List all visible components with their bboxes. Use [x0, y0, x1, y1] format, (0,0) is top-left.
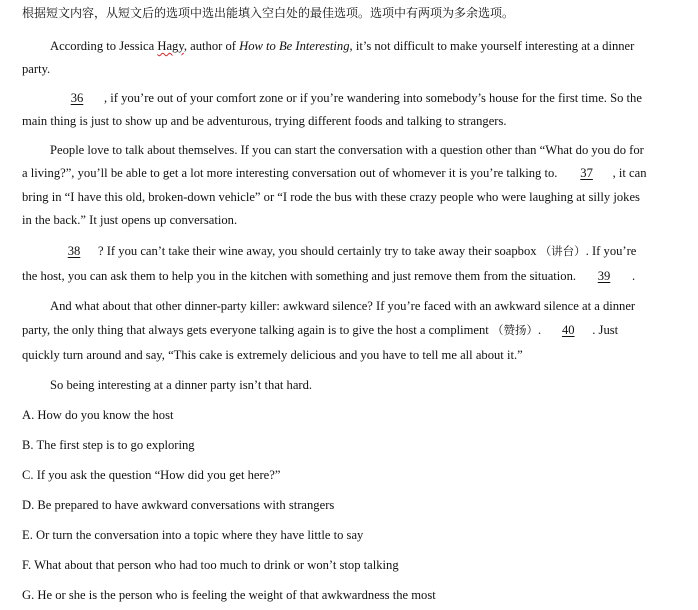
p4-text-d: .	[632, 269, 636, 283]
p4-text-c: the host, you can ask them to help you in the kitchen with something and just remove them from the situation.	[22, 269, 577, 283]
p4-cjk-gloss: （讲台）	[539, 244, 586, 258]
p1-text-c: , it’s not difficult to make yourself interesting at a dinner	[349, 39, 635, 53]
p5-text-d: . Just	[592, 323, 619, 337]
p4-text-b: . If you’re	[585, 244, 637, 258]
p2-text-a: , if you’re out of your comfort zone or if you’re wandering into somebody’s house for the first time. So the	[104, 91, 642, 105]
paragraph-3-line-1: People love to talk about themselves. If you can start the conversation with a question other than “What do you do for	[50, 143, 644, 157]
option-c: C. If you ask the question “How did you get here?”	[22, 468, 281, 482]
blank-39: 39	[597, 269, 611, 283]
p3-text-b: a living?”, you’ll be able to get a lot more interesting conversation out of whomever it is you’re talking to.	[22, 166, 561, 180]
paragraph-2-line-1	[50, 90, 642, 106]
option-g: G. He or she is the person who is feeling the weight of that awkwardness the most	[22, 588, 436, 602]
author-name: Hagy	[157, 39, 184, 53]
p5-text-b: party, the only thing that always gets everyone talking again is to give the host a compliment	[22, 323, 492, 337]
p4-text-a: ? If you can’t take their wine away, you should certainly try to take away their soapbox	[98, 244, 540, 258]
option-f: F. What about that person who had too much to drink or won’t stop talking	[22, 558, 399, 572]
option-d: D. Be prepared to have awkward conversations with strangers	[22, 498, 335, 512]
paragraph-5-line-2	[22, 322, 618, 338]
paragraph-6-line-1: So being interesting at a dinner party isn’t that hard.	[50, 378, 313, 392]
paragraph-2-line-2: main thing is just to show up and be adventurous, trying different foods and talking to strangers.	[22, 114, 507, 128]
paragraph-1-line-1	[50, 38, 634, 54]
blank-37: 37	[580, 166, 593, 180]
paragraph-3-line-4: in the back.” It just opens up conversation.	[22, 213, 238, 227]
book-title: How to Be Interesting	[239, 39, 350, 53]
p1-text-b: , author of	[183, 39, 240, 53]
blank-36: 36	[70, 91, 84, 105]
option-a: A. How do you know the host	[22, 408, 174, 422]
paragraph-4-line-2	[22, 268, 635, 284]
paragraph-3-line-2	[22, 165, 647, 181]
p1-text-a: According to Jessica	[50, 39, 158, 53]
option-b: B. The first step is to go exploring	[22, 438, 195, 452]
option-e: E. Or turn the conversation into a topic where they have little to say	[22, 528, 364, 542]
paragraph-4-line-1	[50, 243, 636, 259]
p3-text-c: , it can	[612, 166, 647, 180]
paragraph-3-line-3: bring in “I have this old, broken-down vehicle” or “I rode the bus with these crazy people who were laughing at silly jokes	[22, 190, 640, 204]
p5-text-c: .	[537, 323, 545, 337]
instruction-text: 根据短文内容，从短文后的选项中选出能填入空白处的最佳选项。选项中有两项为多余选项。	[22, 6, 515, 20]
p5-cjk-gloss: （赞扬）	[491, 323, 538, 337]
paragraph-5-line-1: And what about that other dinner-party killer: awkward silence? If you’re faced with an awkward silence at a dinner	[50, 299, 636, 313]
blank-40: 40	[561, 323, 575, 337]
paragraph-1-line-2: party.	[22, 62, 51, 76]
paragraph-5-line-3: quickly turn around and say, “This cake is extremely delicious and you have to tell me all about it.”	[22, 348, 523, 362]
blank-38: 38	[67, 244, 81, 258]
